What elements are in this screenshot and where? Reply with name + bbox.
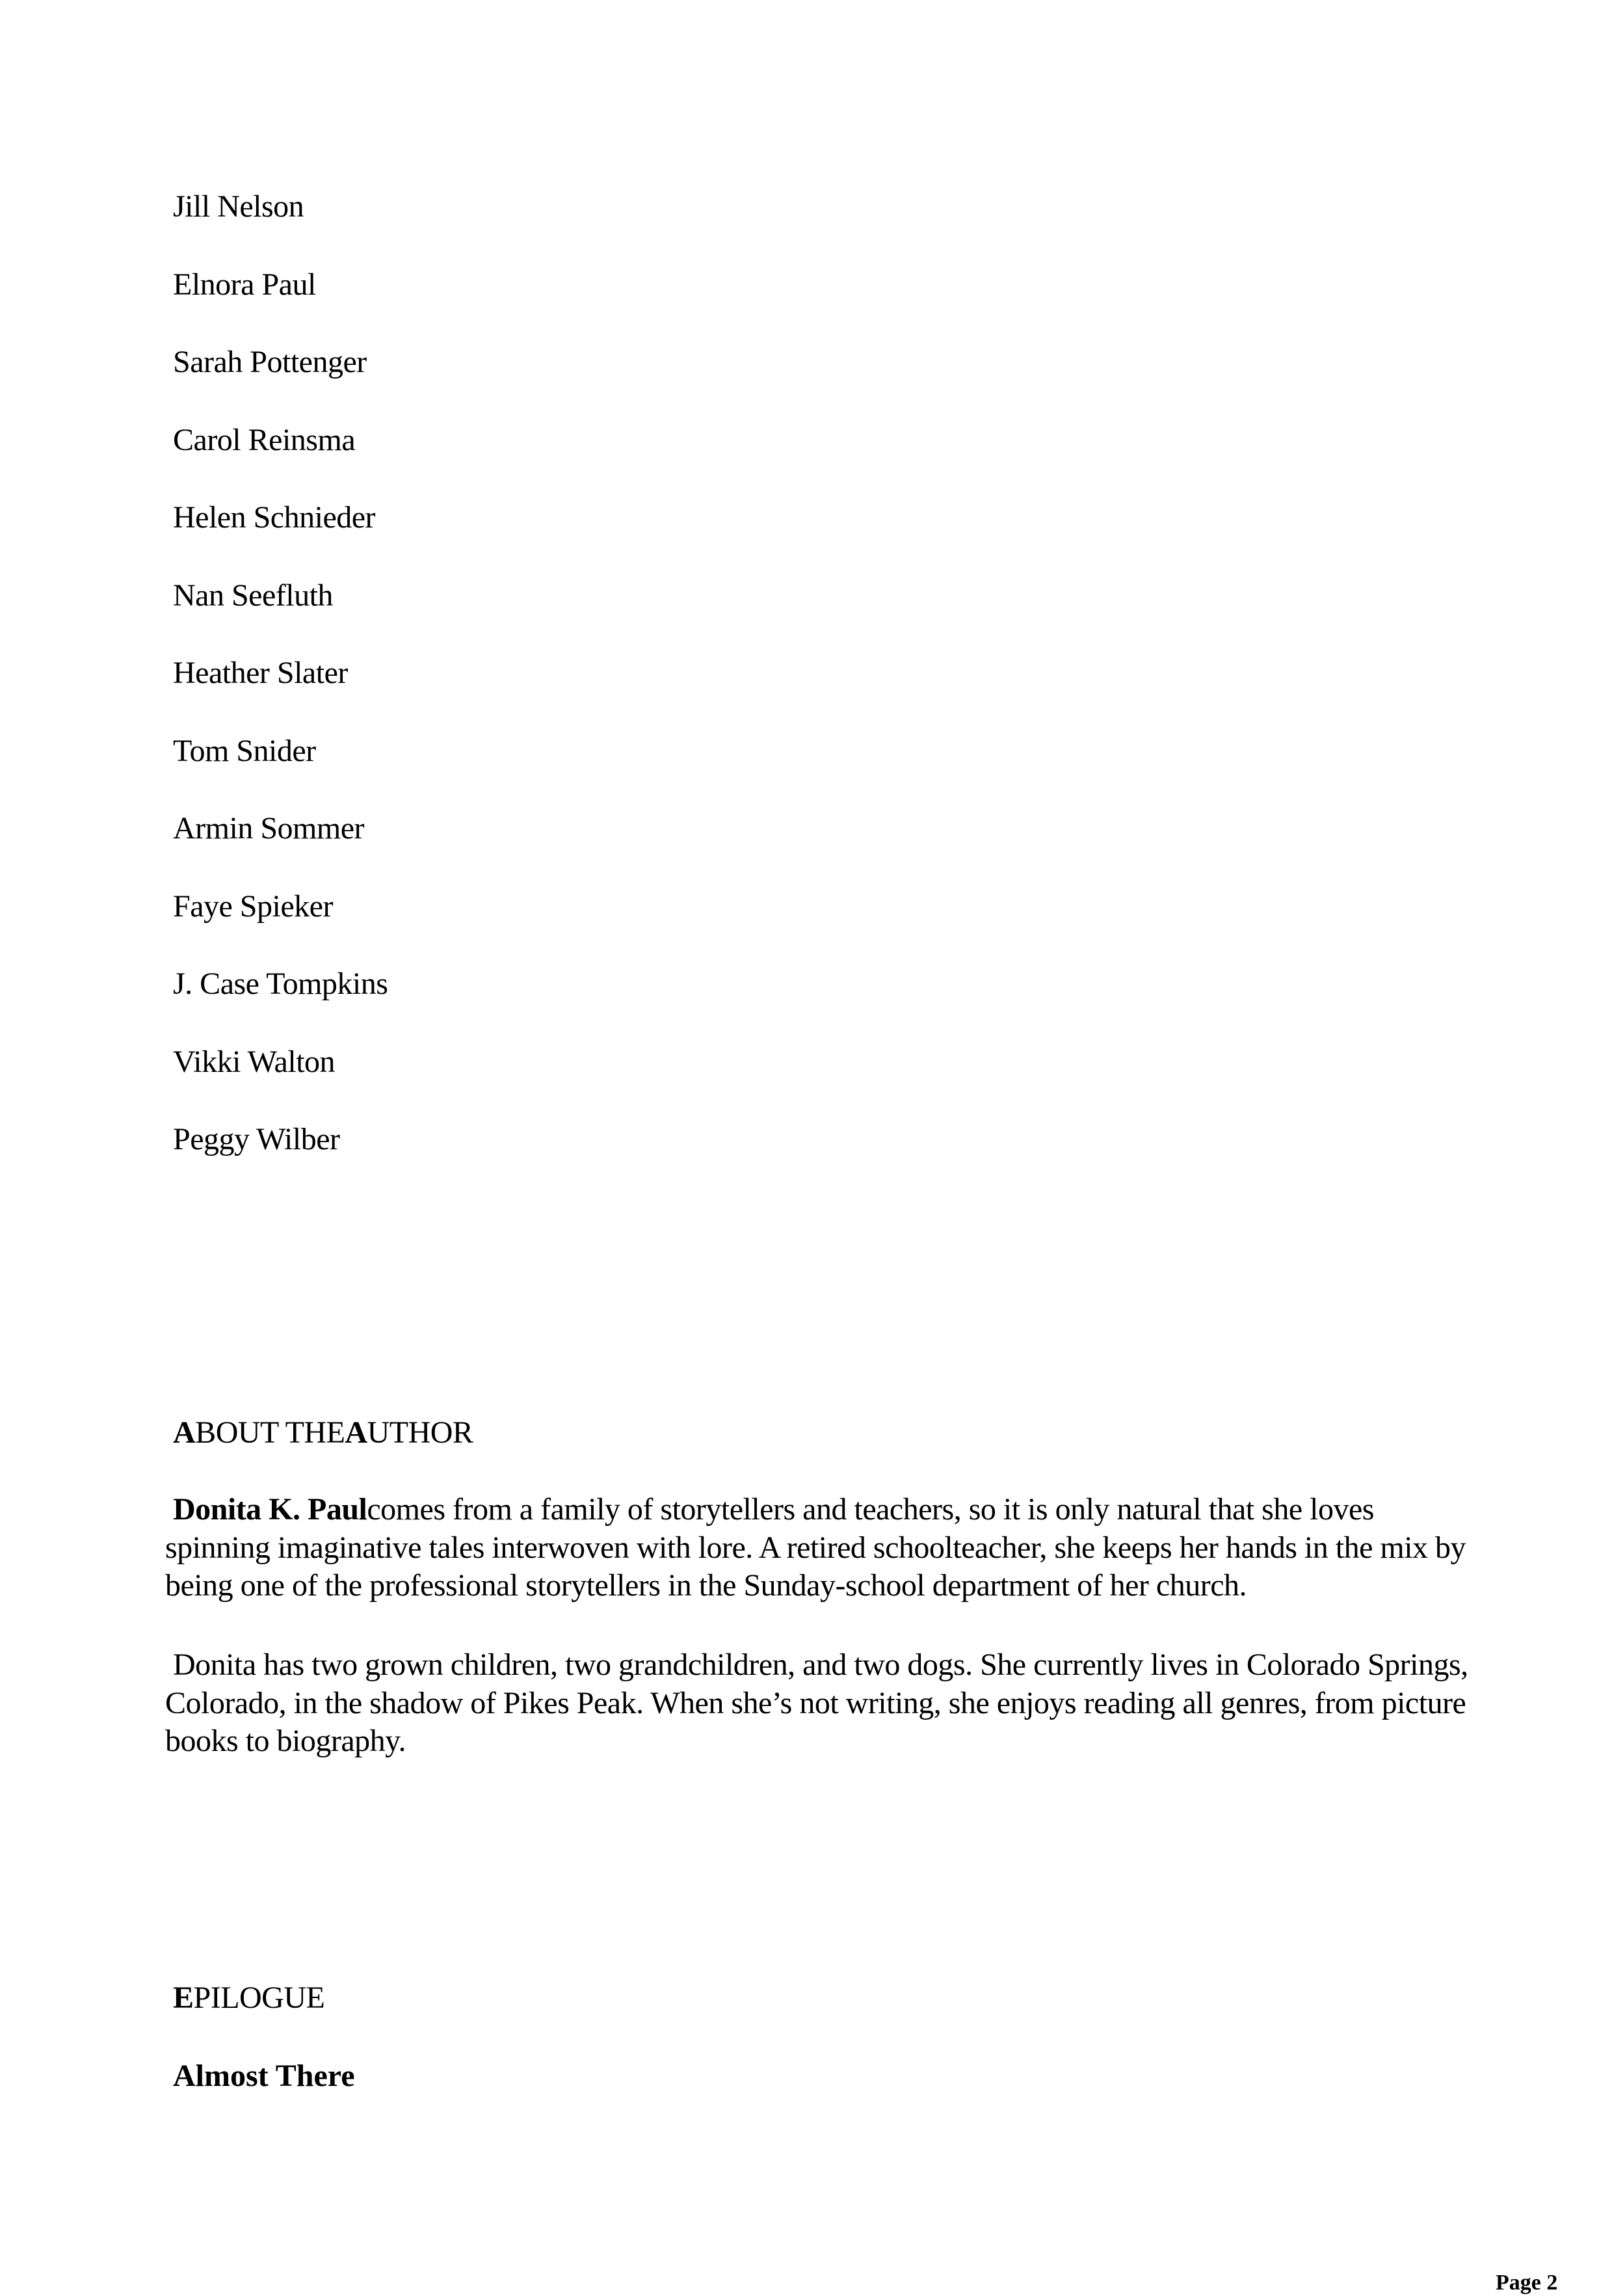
heading-text: UTHOR <box>367 1415 473 1450</box>
epilogue-heading <box>173 1980 324 2016</box>
name-item: Heather Slater <box>173 656 348 690</box>
name-item: Peggy Wilber <box>173 1122 340 1156</box>
name-item: Tom Snider <box>173 733 316 768</box>
heading-drop-cap: A <box>345 1415 367 1450</box>
heading-drop-cap: E <box>173 1981 194 2015</box>
name-item: Elnora Paul <box>173 267 316 302</box>
name-item: Jill Nelson <box>173 189 304 224</box>
page-number: Page 2 <box>1496 2271 1558 2295</box>
name-item: J. Case Tompkins <box>173 967 388 1001</box>
heading-text: BOUT THE <box>195 1415 345 1450</box>
heading-text: PILOGUE <box>193 1981 325 2015</box>
name-item: Carol Reinsma <box>173 422 356 457</box>
name-item: Faye Spieker <box>173 888 333 924</box>
paragraph-text: Donita has two grown children, two grandchildren, and two dogs. She currently lives in Colorado Springs, Colorado, in the shadow of Pikes Peak. When she’s not writing, she enjoys reading all genres, from picture books to biography. <box>165 1648 1468 1758</box>
name-item: Vikki Walton <box>173 1044 336 1079</box>
name-item: Armin Sommer <box>173 811 364 846</box>
author-bio-paragraph <box>165 1491 1479 1605</box>
paragraph-text: comes from a family of storytellers and teachers, so it is only natural that she loves spinning imaginative tales interwoven with lore. A retired schoolteacher, she keeps her hands in the mix by being one of the professional storytellers in the Sunday-school department of her church. <box>165 1492 1466 1603</box>
name-item: Nan Seefluth <box>173 578 333 613</box>
author-bio-paragraph <box>165 1646 1479 1761</box>
acknowledgments-name-list <box>173 189 388 1199</box>
name-item: Helen Schnieder <box>173 500 376 535</box>
heading-drop-cap: A <box>173 1415 196 1450</box>
author-name: Donita K. Paul <box>173 1492 367 1527</box>
name-item: Sarah Pottenger <box>173 345 367 379</box>
chapter-title: Almost There <box>173 2059 355 2093</box>
about-the-author-heading <box>173 1415 473 1451</box>
